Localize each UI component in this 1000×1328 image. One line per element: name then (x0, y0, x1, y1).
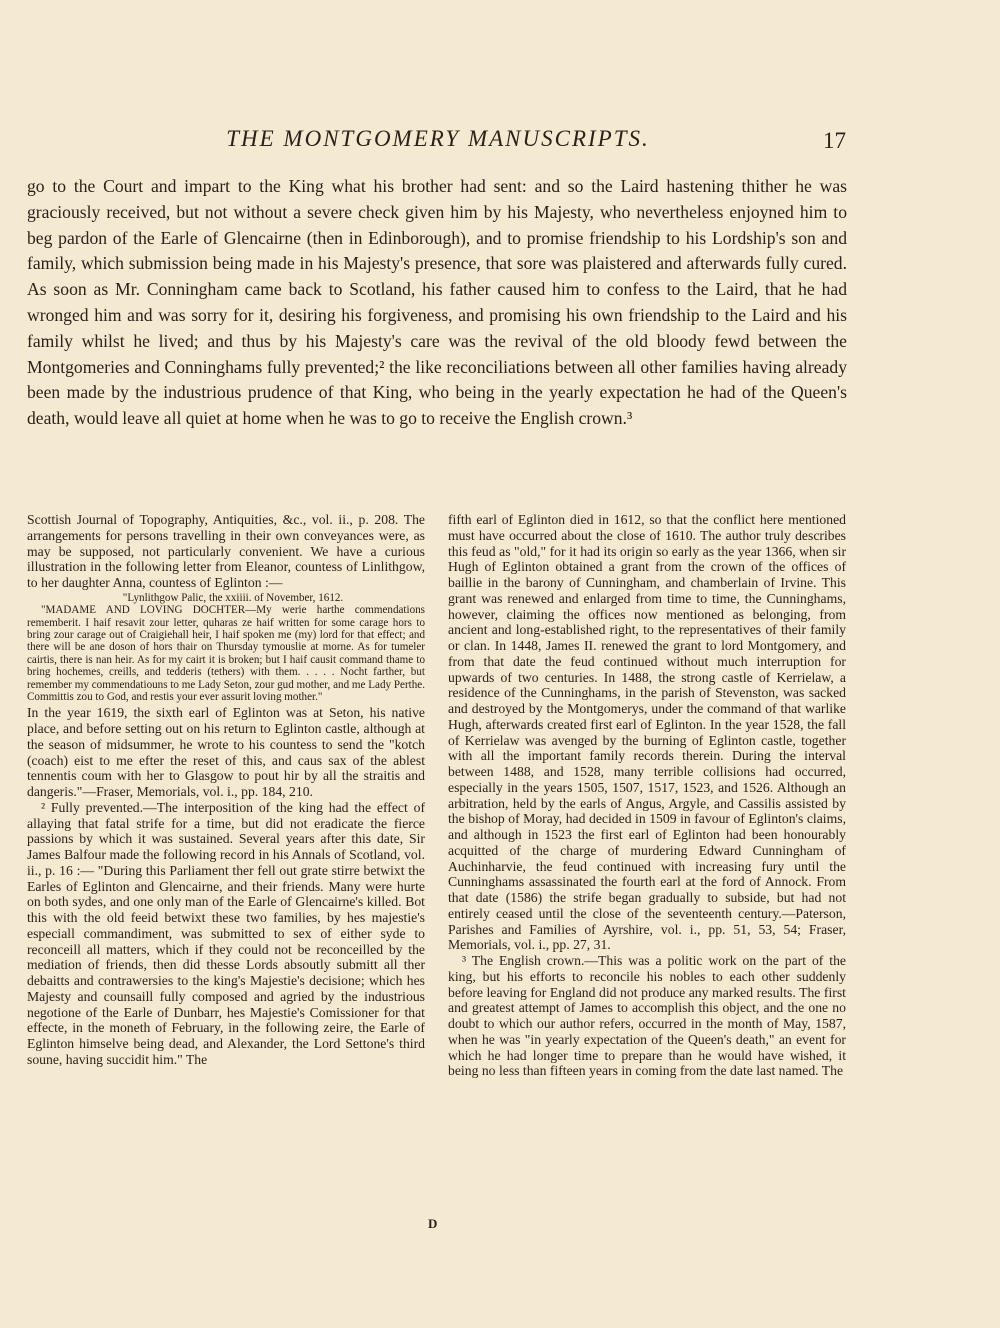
footnote-1-paragraph-1619: In the year 1619, the sixth earl of Eglinton was at Seton, his native place, and before setting out on his return to Eglinton castle, although at the season of midsummer, he wrote to his countess to send the "kotch (coach) eist to me efter the reset of this, and caus sax of the ablest tennentis coum with her to Glasgow to pout hir by all the straitis and dangeris."—Fraser, Memorials, vol. i., pp. 184, 210. (27, 705, 425, 800)
page-number: 17 (823, 128, 846, 153)
running-title: THE MONTGOMERY MANUSCRIPTS. (226, 126, 650, 151)
letter-body: "MADAME AND LOVING DOCHTER—My werie harthe commendations rememberit. I haif resavit zour letter, quharas ze haif written for some carage hors to bring zour carage out of Craigiehall heir, I haif spoken me (my) lord for that effect; and there will be ane doson of hors thair on Thursday tymouslie at morne. As for tumeler cairtis, there is nan heir. As for my cairt it is broken; but I haif causit command thame to bring hochemes, creills, and tedderis (tethers) with them. . . . . Nocht farther, but remember my commendatiouns to me Lady Seton, zour gud mother, and me Lady Perthe. Committis zou to God, and restis your ever assurit loving mother." (27, 604, 425, 703)
footnotes-left-column (27, 512, 425, 1068)
main-text (27, 174, 847, 432)
letter-date: "Lynlithgow Palic, the xxiiii. of November, 1612. (122, 591, 344, 604)
footnote-2: ² Fully prevented.—The interposition of the king had the effect of allaying that fatal strife for a time, but did not eradicate the fierce passions by which it was sustained. Several years after this date, Sir James Balfour made the following record in his Annals of Scotland, vol. ii., p. 16 :— "During this Parliament ther fell out grate stirre betwixt the Earles of Eglinton and Glencairne, and their friends. Many were hurte on both sydes, and one only man of the Earle of Glencairne's killed. Bot this with the old feeid betwixt these two families, by hes majestie's especiall commandiment, was submitted to sex of either syde to reconceill all matters, which if they could not be reconceilled by the mediation of friends, then did thesse Lords absoutly submitt all ther debaitts and contrawersies to the king's Majestie's decisione; which hes Majesty and counsaill fully composed and agried by the industrious negotione of the Earle of Dunbarr, hes Majestie's Comissioner for that effecte, in the moneth of February, in the following zeire, the Earle of Eglinton himselve being dead, and Alexander, the Lord Settone's third soune, having succidit him." The (27, 799, 425, 1067)
quoted-letter (27, 592, 425, 704)
signature-mark: D (428, 1216, 438, 1231)
footnote-3: ³ The English crown.—This was a politic work on the part of the king, but his efforts to reconcile his nobles to each other suddenly before leaving for England did not produce any marked results. The first and greatest attempt of James to accomplish this object, and the one no doubt to which our author refers, occurred in the month of May, 1587, when he was "in yearly expectation of the Queen's death," an event for which he had longer time to prepare than he would have wished, it being no less than fifteen years in coming from the date last named. The (448, 953, 846, 1079)
footnote-1-continuation: Scottish Journal of Topography, Antiquities, &c., vol. ii., p. 208. The arrangements for persons travelling in their own conveyances were, as may be supposed, not particularly convenient. We have a curious illustration in the following letter from Eleanor, countess of Linlithgow, to her daughter Anna, countess of Eglinton :— (27, 512, 425, 590)
running-head (28, 126, 848, 156)
footnote-2-continuation: fifth earl of Eglinton died in 1612, so that the conflict here mentioned must have occurred about the close of 1610. The author truly describes this feud as "old," for it had its origin so early as the year 1366, when sir Hugh of Eglinton obtained a grant from the crown of the offices of baillie in the barony of Cunningham, and chamberlain of Irvine. This grant was renewed and enlarged from time to time, the Cunninghams, however, claiming the offices now mentioned as belonging, from ancient and long-established right, to the representatives of their family or clan. In 1448, James II. renewed the grant to lord Montgomery, and from that date the feud continued without much interruption for upwards of two centuries. In 1488, the strong castle of Kerrielaw, a residence of the Cunninghams, in the parish of Stevenston, was sacked and destroyed by the Montgomerys, under the command of that warlike Hugh, afterwards created first earl of Eglinton. In the year 1528, the fall of Kerrielaw was avenged by the burning of Eglinton castle, together with all the important family records therein. During the interval between 1488, and 1528, many terrible collisions had occurred, especially in the years 1505, 1507, 1517, 1523, and 1526. Although an arbitration, held by the earls of Angus, Argyle, and Cassilis assisted by the bishop of Moray, had decided in 1509 in favour of Eglinton's claims, and although in 1523 the first earl of Eglinton had been honourably acquitted of the charge of murdering Edward Cunningham of Auchinharvie, the feud continued with increasing fury until the Cunninghams assassinated the fourth earl at the ford of Annock. From that date (1586) the strife began gradually to subside, but had not entirely ceased until the close of the seventeenth century.—Paterson, Parishes and Families of Ayrshire, vol. i., pp. 51, 53, 54; Fraser, Memorials, vol. i., pp. 27, 31. (448, 512, 846, 953)
footnotes-right-column (448, 512, 846, 1079)
main-paragraph: go to the Court and impart to the King what his brother had sent: and so the Laird hastening thither he was graciously received, but not without a severe check given him by his Majesty, who nevertheless enjoyned him to beg pardon of the Earle of Glencairne (then in Edinborough), and to promise friendship to his Lordship's son and family, which submission being made in his Majesty's presence, that sore was plaistered and afterwards fully cured. As soon as Mr. Conningham came back to Scotland, his father caused him to confess to the Laird, that he had wronged him and was sorry for it, desiring his forgiveness, and promising his own friendship to the Laird and his family whilst he lived; and thus by his Majesty's care was the revival of the old bloody fewd between the Montgomeries and Conninghams fully prevented;² the like reconciliations between all other families having already been made by the industrious prudence of that King, who being in the yearly expectation he had of the Queen's death, would leave all quiet at home when he was to go to receive the English crown.³ (27, 176, 847, 429)
